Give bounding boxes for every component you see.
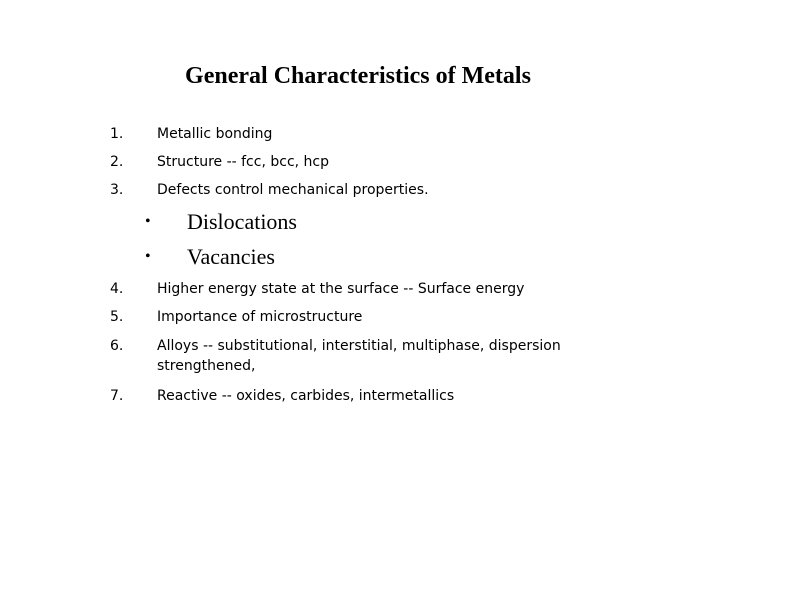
bullet-icon: • — [145, 248, 151, 265]
bullet-icon: • — [145, 213, 151, 230]
item-text: Defects control mechanical properties. — [157, 182, 429, 198]
item-text: Metallic bonding — [157, 126, 273, 142]
item-number: 5. — [110, 309, 124, 325]
item-number: 4. — [110, 281, 124, 297]
slide-title: General Characteristics of Metals — [185, 63, 531, 89]
item-text: Alloys -- substitutional, interstitial, multiphase, dispersion strengthened, — [157, 338, 561, 374]
item-number: 3. — [110, 182, 124, 198]
sub-item-text: Dislocations — [187, 209, 297, 234]
item-text: Higher energy state at the surface -- Surface energy — [157, 281, 525, 297]
item-number: 6. — [110, 338, 124, 354]
item-number: 1. — [110, 126, 124, 142]
item-text: Importance of microstructure — [157, 309, 363, 325]
item-text: Structure -- fcc, bcc, hcp — [157, 154, 329, 170]
sub-item-text: Vacancies — [187, 244, 275, 269]
item-number: 2. — [110, 154, 124, 170]
item-text: Reactive -- oxides, carbides, intermetallics — [157, 388, 455, 404]
item-number: 7. — [110, 388, 124, 404]
